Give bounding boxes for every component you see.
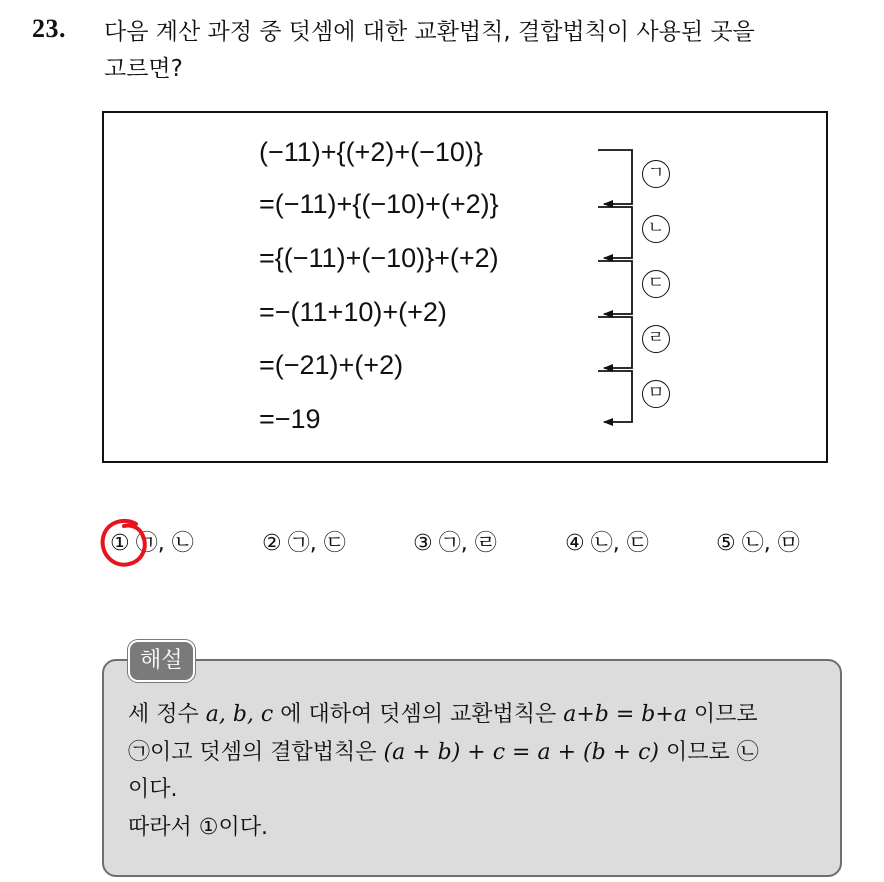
choice-2-number: ②	[262, 531, 282, 556]
choice-4[interactable]	[565, 526, 649, 557]
selected-answer-mark	[96, 514, 156, 574]
step-label-4: ㄹ	[642, 325, 670, 353]
choice-1-number: ①	[110, 531, 130, 556]
explanation-line-3: 이다.	[128, 777, 178, 802]
explanation-panel	[102, 659, 842, 877]
explanation-line-2	[128, 738, 759, 768]
choice-5-number: ⑤	[716, 531, 736, 556]
calc-line-6: =−19	[259, 404, 321, 434]
explanation-line-1-pre: 세 정수	[128, 702, 206, 727]
explanation-line-1-mid: 에 대하여 덧셈의 교환법칙은	[273, 702, 564, 727]
explanation-line-2-pre: ㉠이고 덧셈의 결합법칙은	[128, 740, 384, 765]
commutative-formula: a+b = b+a	[563, 702, 687, 727]
choice-2[interactable]	[262, 526, 346, 557]
question-text	[104, 14, 874, 88]
calc-line-5: =(−21)+(+2)	[259, 350, 404, 380]
choice-3[interactable]	[413, 526, 497, 557]
choice-4-answer: ㉡, ㉢	[590, 531, 649, 556]
calc-line-3: ={(−11)+(−10)}+(+2)	[259, 243, 499, 273]
step-label-1: ㄱ	[642, 160, 670, 188]
choice-4-number: ④	[565, 531, 585, 556]
step-label-5: ㅁ	[642, 380, 670, 408]
explanation-tab: 해설	[128, 640, 195, 682]
explanation-line-2-post: 이므로 ㉡	[659, 740, 759, 765]
question-number: 23.	[32, 14, 66, 43]
choice-3-number: ③	[413, 531, 433, 556]
calc-line-1: (−11)+{(+2)+(−10)}	[259, 137, 483, 167]
explanation-line-1	[128, 700, 758, 730]
explanation-line-4: 따라서 ①이다.	[128, 815, 268, 840]
calc-line-4: =−(11+10)+(+2)	[259, 297, 447, 327]
choice-1-answer: ㉠, ㉡	[135, 531, 194, 556]
explanation-line-1-post: 이므로	[686, 702, 758, 727]
step-label-3: ㄷ	[642, 270, 670, 298]
choice-3-answer: ㉠, ㉣	[438, 531, 497, 556]
choice-5[interactable]	[716, 526, 800, 557]
question-text-line1: 다음 계산 과정 중 덧셈에 대한 교환법칙, 결합법칙이 사용된 곳을	[104, 19, 755, 45]
question-text-line2: 고르면?	[104, 56, 183, 82]
choice-2-answer: ㉠, ㉢	[287, 531, 346, 556]
explanation-vars: a, b, c	[205, 702, 274, 727]
choice-5-answer: ㉡, ㉤	[741, 531, 800, 556]
calc-line-2: =(−11)+{(−10)+(+2)}	[259, 189, 499, 219]
step-label-2: ㄴ	[642, 215, 670, 243]
associative-formula: (a + b) + c = a + (b + c)	[383, 740, 659, 765]
